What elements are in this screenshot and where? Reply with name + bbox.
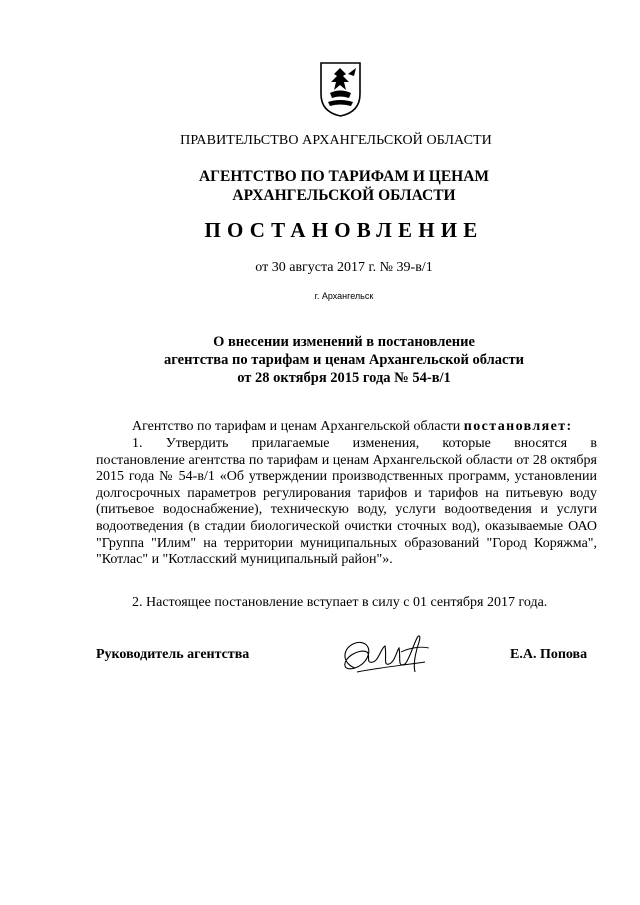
intro-paragraph	[96, 419, 597, 436]
intro-keyword: постановляет:	[463, 419, 573, 434]
item-1-word: которые	[442, 436, 491, 451]
item-2-paragraph: 2. Настоящее постановление вступает в силу с 01 сентября 2017 года.	[132, 595, 548, 610]
item-1-word: прилагаемые	[251, 436, 330, 451]
agency-name-line-1: АГЕНТСТВО ПО ТАРИФАМ И ЦЕНАМ	[198, 168, 490, 185]
item-1-word: изменения,	[352, 436, 420, 451]
document-subject	[24, 333, 640, 387]
agency-name	[24, 167, 640, 205]
item-1-paragraph	[96, 436, 597, 569]
government-name: ПРАВИТЕЛЬСТВО АРХАНГЕЛЬСКОЙ ОБЛАСТИ	[180, 133, 492, 148]
item-1-first-line	[96, 436, 597, 453]
item-1-word: вносятся	[514, 436, 568, 451]
handwritten-signature	[337, 628, 433, 678]
item-1-word: Утвердить	[165, 436, 229, 451]
item-1-word: в	[590, 436, 597, 451]
signer-title: Руководитель агентства	[96, 647, 250, 662]
intro-text: Агентство по тарифам и ценам Архангельской области	[132, 419, 464, 434]
document-type: ПОСТАНОВЛЕНИЕ	[204, 218, 484, 242]
item-1-number: 1.	[132, 436, 143, 451]
item-1-text: постановление агентства по тарифам и ценам Архангельской области от 28 октября 2015 года № 54-в/1 «Об утверждении производственных программ, установлении долгосрочных параметров регулирования тарифов и тарифов на питьевую воду (питьевое водоснабжение), техническую воду, услуги водоотведения и услуги водоотведения (в стадии биологической очистки сточных вод), оказываемые ОАО "Группа "Илим" на территории муниципальных образований "Город Коряжма", "Котлас" и "Котласский муниципальный район"».	[96, 452, 597, 568]
subject-line-3: от 28 октября 2015 года № 54-в/1	[237, 370, 451, 386]
signer-name: Е.А. Попова	[510, 647, 588, 662]
subject-line-1: О внесении изменений в постановление	[213, 334, 475, 350]
coat-of-arms-emblem	[318, 60, 363, 118]
agency-name-line-2: АРХАНГЕЛЬСКОЙ ОБЛАСТИ	[232, 187, 456, 204]
date-and-number: от 30 августа 2017 г. № 39-в/1	[255, 260, 433, 275]
city-name: г. Архангельск	[314, 291, 374, 301]
subject-line-2: агентства по тарифам и ценам Архангельской области	[164, 352, 524, 368]
